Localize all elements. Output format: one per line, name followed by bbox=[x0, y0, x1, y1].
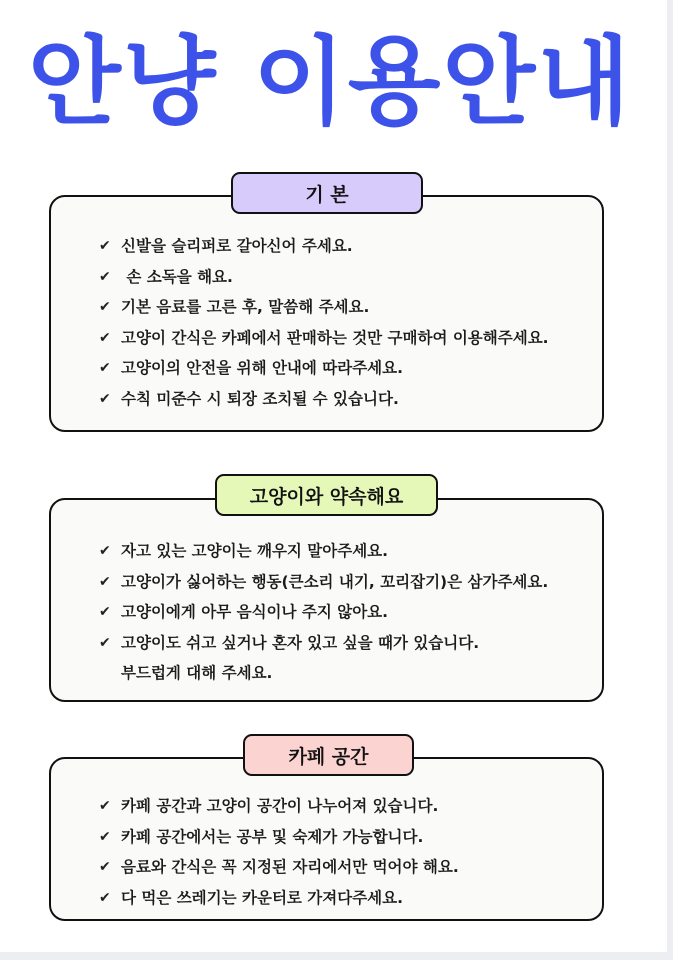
list-item: ✔ 고양이의 안전을 위해 안내에 따라주세요. bbox=[99, 353, 582, 384]
list-item: ✔ 기본 음료를 고른 후, 말씀해 주세요. bbox=[99, 292, 582, 323]
check-icon: ✔ bbox=[99, 329, 111, 346]
check-icon: ✔ bbox=[99, 360, 111, 376]
check-icon: ✔ bbox=[99, 268, 111, 285]
section-promise-heading: 고양이와 약속해요 bbox=[215, 474, 438, 516]
list-item: ✔ 다 먹은 쓰레기는 카운터로 가져다주세요. bbox=[99, 883, 582, 914]
list-item: ✔ 카페 공간에서는 공부 및 숙제가 가능합니다. bbox=[99, 822, 582, 853]
list-item bbox=[99, 628, 582, 689]
section-cafe-list bbox=[99, 791, 582, 913]
check-icon: ✔ bbox=[99, 390, 111, 407]
list-item: ✔ 고양이가 싫어하는 행동(큰소리 내기, 꼬리잡기)은 삼가주세요. bbox=[99, 567, 582, 598]
check-icon: ✔ bbox=[99, 634, 111, 651]
check-icon: ✔ bbox=[99, 859, 111, 875]
section-cafe-heading: 카페 공간 bbox=[243, 734, 414, 776]
list-item: ✔ 수칙 미준수 시 퇴장 조치될 수 있습니다. bbox=[99, 384, 582, 415]
check-icon: ✔ bbox=[99, 238, 111, 254]
list-item: ✔ 카페 공간과 고양이 공간이 나누어져 있습니다. bbox=[99, 791, 582, 822]
check-icon: ✔ bbox=[99, 573, 111, 590]
section-basic-heading: 기 본 bbox=[231, 172, 423, 214]
check-icon: ✔ bbox=[99, 543, 111, 559]
list-item: ✔ 신발을 슬리퍼로 갈아신어 주세요. bbox=[99, 231, 582, 262]
list-item: ✔ 자고 있는 고양이는 깨우지 말아주세요. bbox=[99, 536, 582, 567]
list-item: ✔ 고양이에게 아무 음식이나 주지 않아요. bbox=[99, 597, 582, 628]
list-item: ✔ 고양이 간식은 카페에서 판매하는 것만 구매하여 이용해주세요. bbox=[99, 323, 582, 354]
check-icon: ✔ bbox=[99, 798, 111, 814]
section-cafe-card bbox=[49, 757, 604, 921]
section-promise-card bbox=[49, 498, 604, 702]
section-basic-card bbox=[49, 195, 604, 432]
check-icon: ✔ bbox=[99, 828, 111, 845]
check-icon: ✔ bbox=[99, 299, 111, 315]
page-title: 안냥 이용안내 bbox=[28, 26, 632, 138]
list-item: ✔ 음료와 간식은 꼭 지정된 자리에서만 먹어야 해요. bbox=[99, 852, 582, 883]
list-item: ✔ 손 소독을 해요. bbox=[99, 262, 582, 293]
section-promise-list bbox=[99, 536, 582, 689]
multi-line-text: 고양이도 쉬고 싶거나 혼자 있고 싶을 때가 있습니다. 부드럽게 대해 주세요. bbox=[121, 633, 480, 682]
check-icon: ✔ bbox=[99, 889, 111, 906]
section-basic-list bbox=[99, 231, 582, 414]
check-icon: ✔ bbox=[99, 604, 111, 620]
